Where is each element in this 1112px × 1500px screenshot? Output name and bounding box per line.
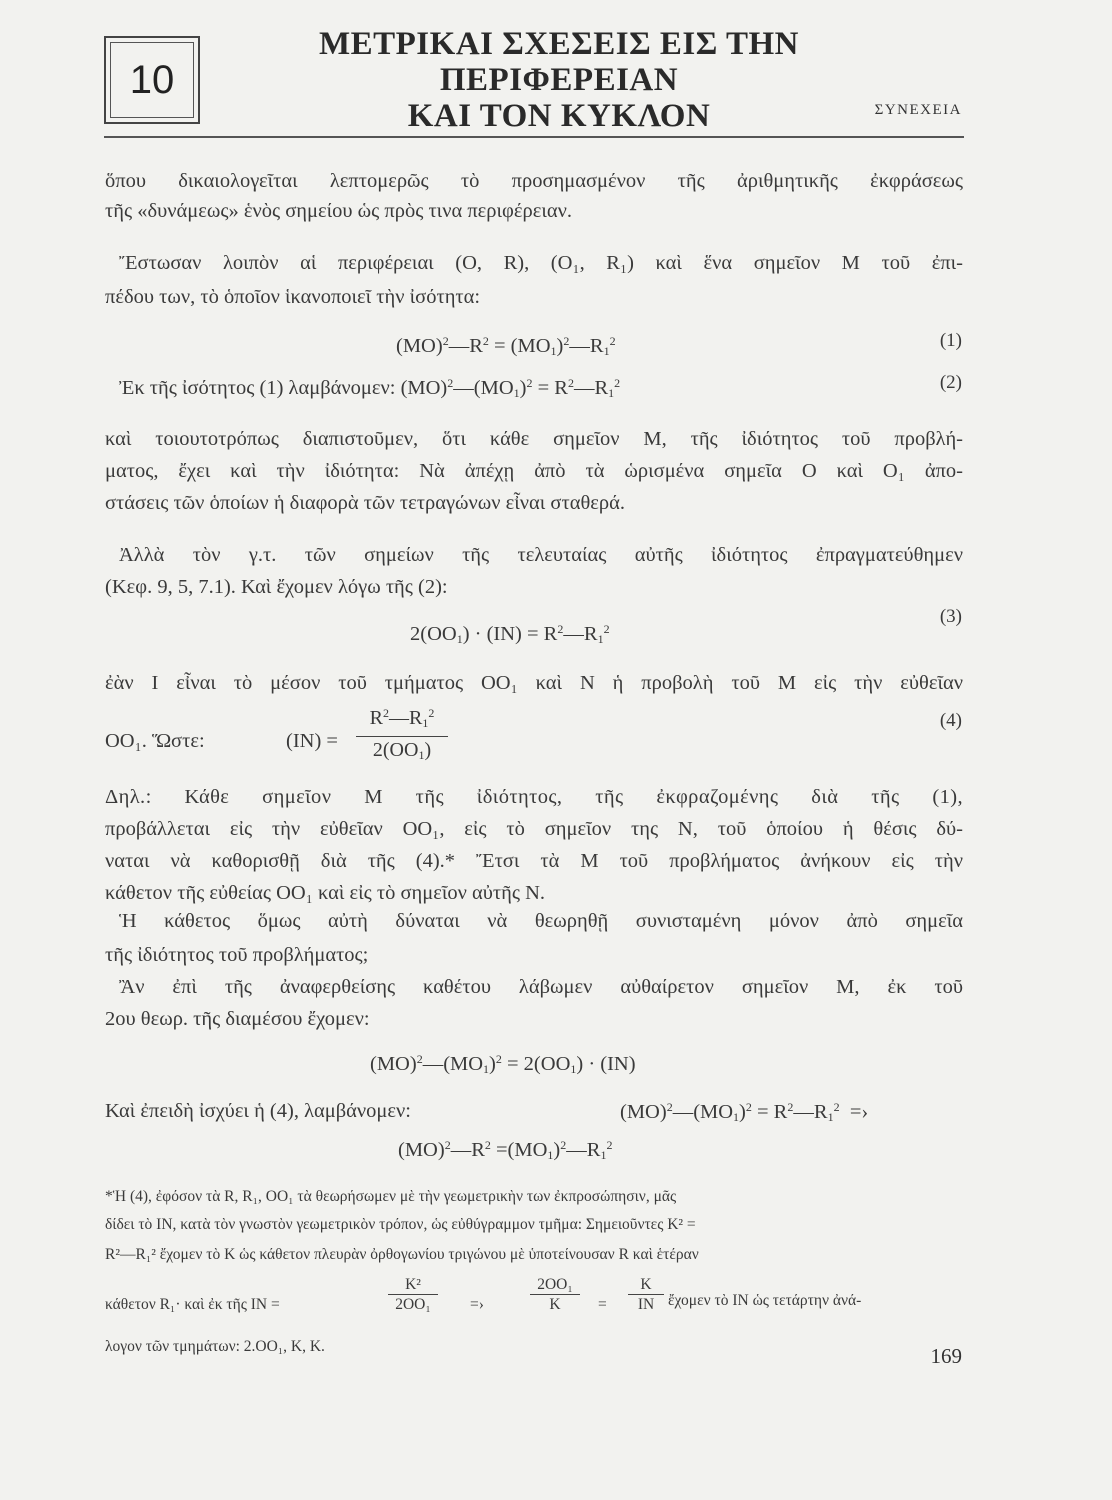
chapter-number-box <box>104 36 200 124</box>
equation-6: $(MO)^2—(MO_1)^2$ = $R^2—R_1^2$ =› <box>620 1100 869 1124</box>
text-line: τῆς «δυνάμεως» ἑνὸς σημείου ὡς πρὸς τινα περιφέρειαν. <box>105 200 572 222</box>
text-line: Ἂν ἐπὶ τῆς ἀναφερθείσης καθέτου λάβωμεν αὐθαίρετον σημεῖον Μ, ἐκ τοῦ <box>119 976 963 998</box>
inline-text: Καὶ ἐπειδὴ ἰσχύει ἡ (4), λαμβάνομεν: <box>105 1100 411 1122</box>
equation-1: $(MO)^2—R^2$ = $(MO_1)^2—R_1^2$ <box>396 334 616 358</box>
footnote-equals: = <box>598 1296 607 1313</box>
text-line: προβάλλεται εἰς τὴν εὐθεῖαν ΟΟ₁, εἰς τὸ σημεῖον της Ν, τοῦ ὁποίου ἡ θέσις δύ- <box>105 818 963 840</box>
text-line: κάθετον τῆς εὐθείας ΟΟ₁ καὶ εἰς τὸ σημεῖον αὐτῆς Ν. <box>105 882 546 904</box>
footnote-line: ἔχομεν τὸ ΙΝ ὡς τετάρτην ἀνά- <box>668 1292 862 1309</box>
footnote-line: δίδει τὸ ΙΝ, κατὰ τὸν γνωστὸν γεωμετρικὸν τρόπον, ὡς εὐθύγραμμον τμῆμα: Σημειοῦντες K² = <box>105 1216 696 1233</box>
text-line: στάσεις τῶν ὁποίων ἡ διαφορὰ τῶν τετραγώνων εἶναι σταθερά. <box>105 492 625 514</box>
text-line: πέδου των, τὸ ὁποῖον ἱκανοποιεῖ τὴν ἰσότητα: <box>105 286 481 308</box>
fraction-numerator: K <box>640 1276 652 1293</box>
equation-5: $(MO)^2—(MO_1)^2 = 2(OO_1) \cdot (IN)$ <box>370 1052 636 1076</box>
equation-1-number: (1) <box>939 330 962 351</box>
equation-3-number: (3) <box>939 606 962 627</box>
chapter-title <box>214 26 904 134</box>
continued-label: ΣΥΝΕΧΕΙΑ <box>874 102 962 118</box>
footnote-line: κάθετον R₁· καὶ ἐκ τῆς ΙΝ = <box>105 1296 280 1313</box>
header-rule <box>104 136 964 138</box>
text-line: 2ου θεωρ. τῆς διαμέσου ἔχομεν: <box>105 1008 370 1030</box>
text-line: Δηλ.: Κάθε σημεῖον Μ τῆς ἰδιότητος, τῆς ἐκφραζομένης διὰ τῆς (1), <box>105 786 963 808</box>
equation-4-fraction: $R^2—R_1^2$ $2(OO_1)$ <box>356 700 448 768</box>
equation-7: $(MO)^2—R^2$ $=(MO_1)^2—R_1^2$ <box>398 1138 613 1162</box>
text-line: ναται νὰ καθορισθῇ διὰ τῆς (4).* Ἔτσι τὰ Μ τοῦ προβλήματος ἀνήκουν εἰς τὴν <box>105 850 963 872</box>
chapter-title-line1: ΜΕΤΡΙΚΑΙ ΣΧΕΣΕΙΣ ΕΙΣ ΤΗΝ ΠΕΡΙΦΕΡΕΙΑΝ <box>318 26 800 98</box>
footnote-line: R²—R₁² ἔχομεν τὸ Κ ὡς κάθετον πλευρὰν ὀρθογωνίου τριγώνου μὲ ὑποτείνουσαν R καὶ ἑτέραν <box>105 1246 699 1263</box>
text-line: (Κεφ. 9, 5, 7.1). Καὶ ἔχομεν λόγω τῆς (2): <box>105 576 448 598</box>
equation-3: $2(OO_1) \cdot (IN)$ = $R^2—R_1^2$ <box>410 622 610 646</box>
footnote-fraction-3 <box>628 1275 664 1314</box>
inline-text: ΟΟ₁. Ὥστε: <box>105 730 205 752</box>
text-line: καὶ τοιουτοτρόπως διαπιστοῦμεν, ὅτι κάθε σημεῖον Μ, τῆς ἰδιότητος τοῦ προβλή- <box>105 428 963 450</box>
equation-4-lhs: (ΙΝ) = <box>286 730 338 752</box>
chapter-number: 10 <box>110 42 194 118</box>
chapter-title-line2: ΚΑΙ ΤΟΝ ΚΥΚΛΟΝ <box>407 98 711 134</box>
footnote-fraction-2 <box>530 1275 580 1314</box>
fraction-numerator: K² <box>405 1276 421 1293</box>
fraction-denominator: 2ΟΟ₁ <box>395 1296 431 1313</box>
footnote-fraction-1 <box>388 1275 438 1314</box>
fraction-denominator: K <box>549 1296 561 1313</box>
fraction-denominator: ΙΝ <box>637 1296 655 1313</box>
page-number: 169 <box>930 1344 962 1368</box>
equation-2-number: (2) <box>939 372 962 393</box>
inline-text: Ἐκ τῆς ἰσότητος (1) λαμβάνομεν: <box>119 377 396 399</box>
footnote-line: λογον τῶν τμημάτων: 2.ΟΟ₁, Κ, Κ. <box>105 1338 325 1355</box>
footnote-line: *Ἡ (4), ἐφόσον τὰ R, R₁, ΟΟ₁ τὰ θεωρήσωμεν μὲ τὴν γεωμετρικὴν των ἐκπροσώπησιν, μᾶς <box>105 1188 677 1205</box>
text-line <box>105 1096 545 1126</box>
text-line: ἐὰν Ι εἶναι τὸ μέσον τοῦ τμήματος ΟΟ₁ καὶ Ν ἡ προβολὴ τοῦ Μ εἰς τὴν εὐθεῖαν <box>105 672 963 694</box>
equation-4-number: (4) <box>939 710 962 731</box>
text-line: Ἔστωσαν λοιπὸν αἱ περιφέρειαι (Ο, R), (Ο₁, R₁) καὶ ἕνα σημεῖον Μ τοῦ ἐπι- <box>119 252 963 274</box>
text-line: Ἡ κάθετος ὅμως αὐτὴ δύναται νὰ θεωρηθῇ συνισταμένη μόνον ἀπὸ σημεῖα <box>119 910 963 932</box>
text-line: ὅπου δικαιολογεῖται λεπτομερῶς τὸ προσημασμένον τῆς ἀριθμητικῆς ἐκφράσεως <box>105 170 963 192</box>
text-line: Ἐκ τῆς ἰσότητος (1) λαμβάνομεν: $(MO)^2—(MO_1)^2$ = $R^2—R_1^2$ <box>119 376 621 400</box>
footnote-arrow: =› <box>470 1296 484 1313</box>
text-line: ματος, ἔχει καὶ τὴν ἰδιότητα: Νὰ ἀπέχῃ ἀπὸ τὰ ὡρισμένα σημεῖα Ο καὶ Ο₁ ἀπο- <box>105 460 963 482</box>
fraction-numerator: 2ΟΟ₁ <box>537 1276 573 1293</box>
text-line: Ἀλλὰ τὸν γ.τ. τῶν σημείων τῆς τελευταίας αὐτῆς ἰδιότητος ἐπραγματεύθημεν <box>119 544 963 566</box>
text-line: τῆς ἰδιότητος τοῦ προβλήματος; <box>105 944 369 966</box>
